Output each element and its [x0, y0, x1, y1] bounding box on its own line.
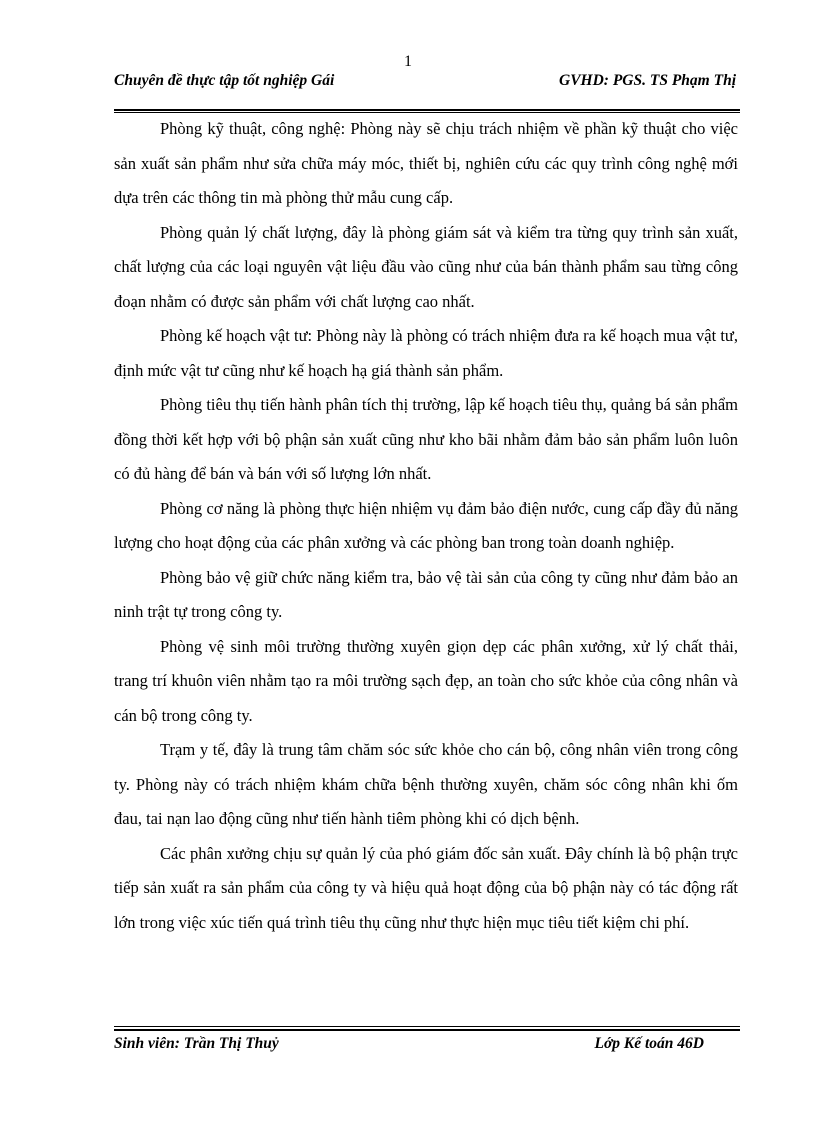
page-number: 1 [404, 53, 412, 70]
paragraph-sanitation-dept: Phòng vệ sinh môi trường thường xuyên giọn dẹp các phân xưởng, xử lý chất thải, trang trí khuôn viên nhằm tạo ra môi trường sạch đẹp, an toàn cho sức khỏe của công nhân và cán bộ trong công ty. [114, 636, 738, 725]
paragraph-quality-dept: Phòng quản lý chất lượng, đây là phòng giám sát và kiểm tra từng quy trình sản xuất, chất lượng của các loại nguyên vật liệu đầu vào cũng như của bán thành phẩm sau từng công đoạn nhằm có được sản phẩm với chất lượng cao nhất. [114, 222, 738, 311]
paragraph-security-dept: Phòng bảo vệ giữ chức năng kiểm tra, bảo vệ tài sản của công ty cũng như đảm bảo an ninh trật tự trong công ty. [114, 567, 738, 621]
header-left-title: Chuyên đề thực tập tốt nghiệp Gái [114, 72, 335, 89]
page-header [114, 71, 740, 111]
header-right-supervisor: GVHD: PGS. TS Phạm Thị [559, 72, 736, 89]
footer-rule [114, 1026, 740, 1031]
paragraph-planning-dept: Phòng kế hoạch vật tư: Phòng này là phòng có trách nhiệm đưa ra kế hoạch mua vật tư, định mức vật tư cũng như kế hoạch hạ giá thành sản phẩm. [114, 326, 738, 380]
page-footer [114, 1034, 740, 1056]
paragraph-sales-dept: Phòng tiêu thụ tiến hành phân tích thị trường, lập kế hoạch tiêu thụ, quảng bá sản phẩm đồng thời kết hợp với bộ phận sản xuất cũng như kho bãi nhằm đảm bảo sản phẩm luôn luôn có đủ hàng để bán và bán với số lượng lớn nhất. [114, 395, 738, 483]
paragraph-workshops: Các phân xưởng chịu sự quản lý của phó giám đốc sản xuất. Đây chính là bộ phận trực tiếp sản xuất ra sản phẩm của công ty và hiệu quả hoạt động của bộ phận này có tác động rất lớn trong việc xúc tiến quá trình tiêu thụ cũng như thực hiện mục tiêu tiết kiệm chi phí. [114, 843, 738, 932]
footer-student-name: Sinh viên: Trần Thị Thuỷ [114, 1035, 279, 1052]
paragraph-medical-station: Trạm y tế, đây là trung tâm chăm sóc sức khỏe cho cán bộ, công nhân viên trong công ty. Phòng này có trách nhiệm khám chữa bệnh thường xuyên, chăm sóc công nhân khi ốm đau, tai nạn lao động cũng như tiến hành tiêm phòng khi có dịch bệnh. [114, 740, 738, 828]
body-text [114, 112, 738, 940]
paragraph-technical-dept: Phòng kỹ thuật, công nghệ: Phòng này sẽ chịu trách nhiệm về phần kỹ thuật cho việc sản xuất sản phẩm như sửa chữa máy móc, thiết bị, nghiên cứu các quy trình công nghệ mới dựa trên các thông tin mà phòng thử mẫu cung cấp. [114, 119, 738, 207]
paragraph-utilities-dept: Phòng cơ năng là phòng thực hiện nhiệm vụ đảm bảo điện nước, cung cấp đầy đủ năng lượng cho hoạt động của các phân xưởng và các phòng ban trong toàn doanh nghiệp. [114, 498, 738, 552]
footer-class-name: Lớp Kế toán 46D [594, 1035, 704, 1052]
